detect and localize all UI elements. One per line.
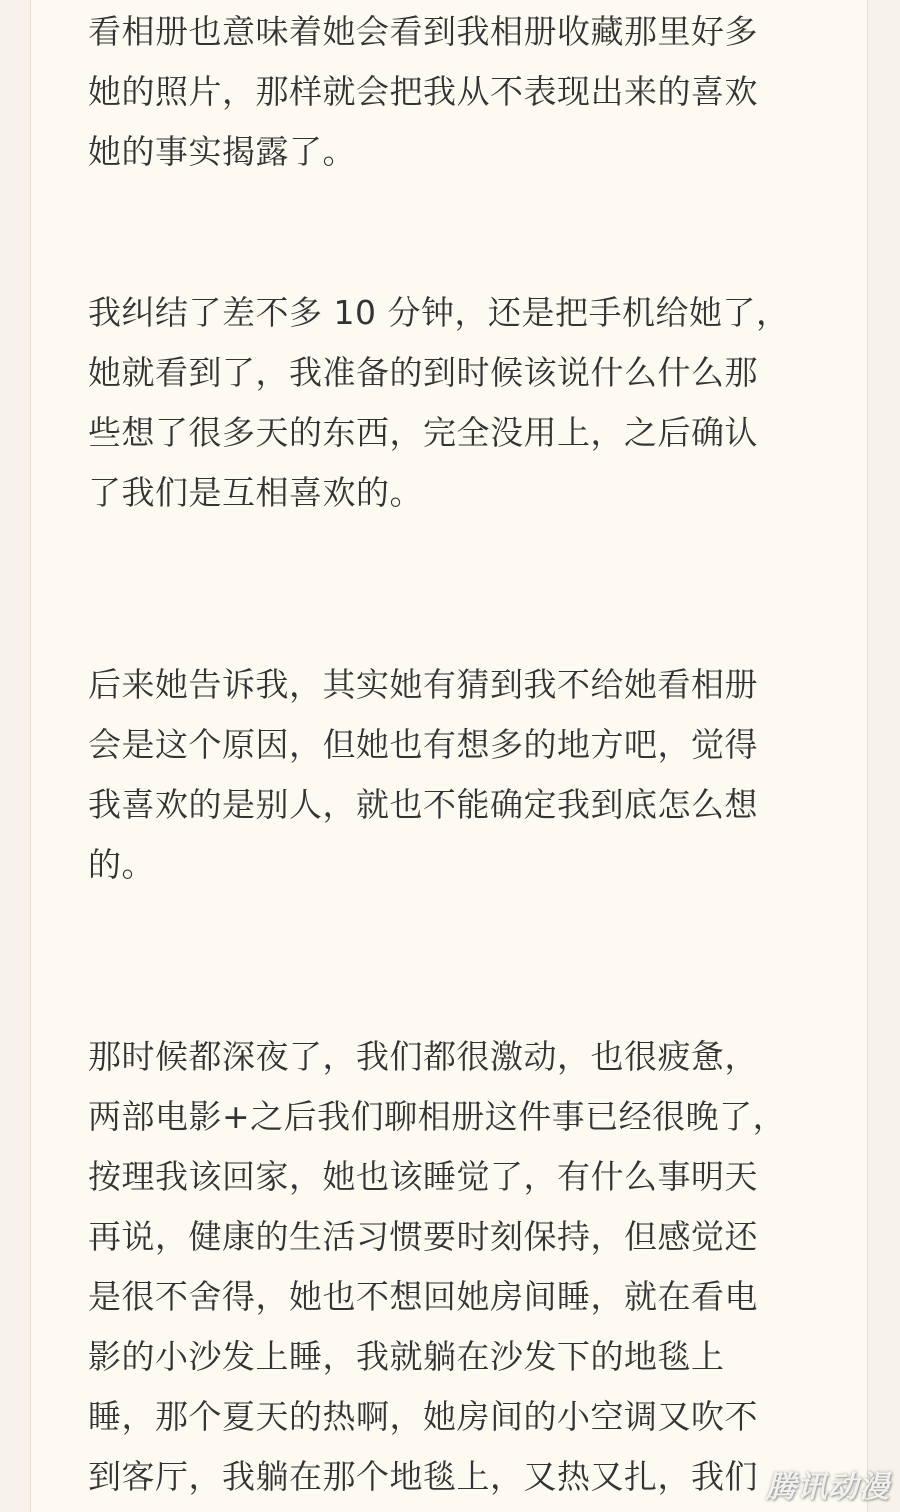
text-line: 影的小沙发上睡，我就躺在沙发下的地毯上 (88, 1337, 725, 1376)
text-line: 是很不舍得，她也不想回她房间睡，就在看电 (88, 1277, 758, 1316)
text-line: 了我们是互相喜欢的。 (88, 473, 423, 512)
text-line: 到客厅，我躺在那个地毯上，又热又扎，我们 (88, 1457, 758, 1496)
text-line: 我喜欢的是别人，就也不能确定我到底怎么想 (88, 785, 758, 824)
paragraph-4 (88, 1027, 808, 1507)
paragraph-2 (88, 283, 808, 523)
text-line: 看相册也意味着她会看到我相册收藏那里好多 (88, 12, 758, 51)
text-line: 的。 (88, 845, 155, 884)
text-line: 那时候都深夜了，我们都很激动，也很疲惫， (88, 1037, 758, 1076)
watermark-logo: 腾讯动漫 (766, 1470, 890, 1505)
text-line: 睡，那个夏天的热啊，她房间的小空调又吹不 (88, 1397, 758, 1436)
text-line: 按理我该回家，她也该睡觉了，有什么事明天 (88, 1157, 758, 1196)
text-line: 两部电影+之后我们聊相册这件事已经很晚了， (88, 1097, 787, 1136)
text-line: 她的事实揭露了。 (88, 132, 356, 171)
text-line: 我纠结了差不多 10 分钟，还是把手机给她了， (88, 293, 790, 332)
text-line: 再说，健康的生活习惯要时刻保持，但感觉还 (88, 1217, 758, 1256)
text-line: 后来她告诉我，其实她有猜到我不给她看相册 (88, 665, 758, 704)
text-line: 她就看到了，我准备的到时候该说什么什么那 (88, 353, 758, 392)
paragraph-3 (88, 655, 808, 895)
text-line: 些想了很多天的东西，完全没用上，之后确认 (88, 413, 758, 452)
paragraph-1 (88, 2, 808, 182)
text-line: 会是这个原因，但她也有想多的地方吧，觉得 (88, 725, 758, 764)
text-line: 她的照片，那样就会把我从不表现出来的喜欢 (88, 72, 758, 111)
